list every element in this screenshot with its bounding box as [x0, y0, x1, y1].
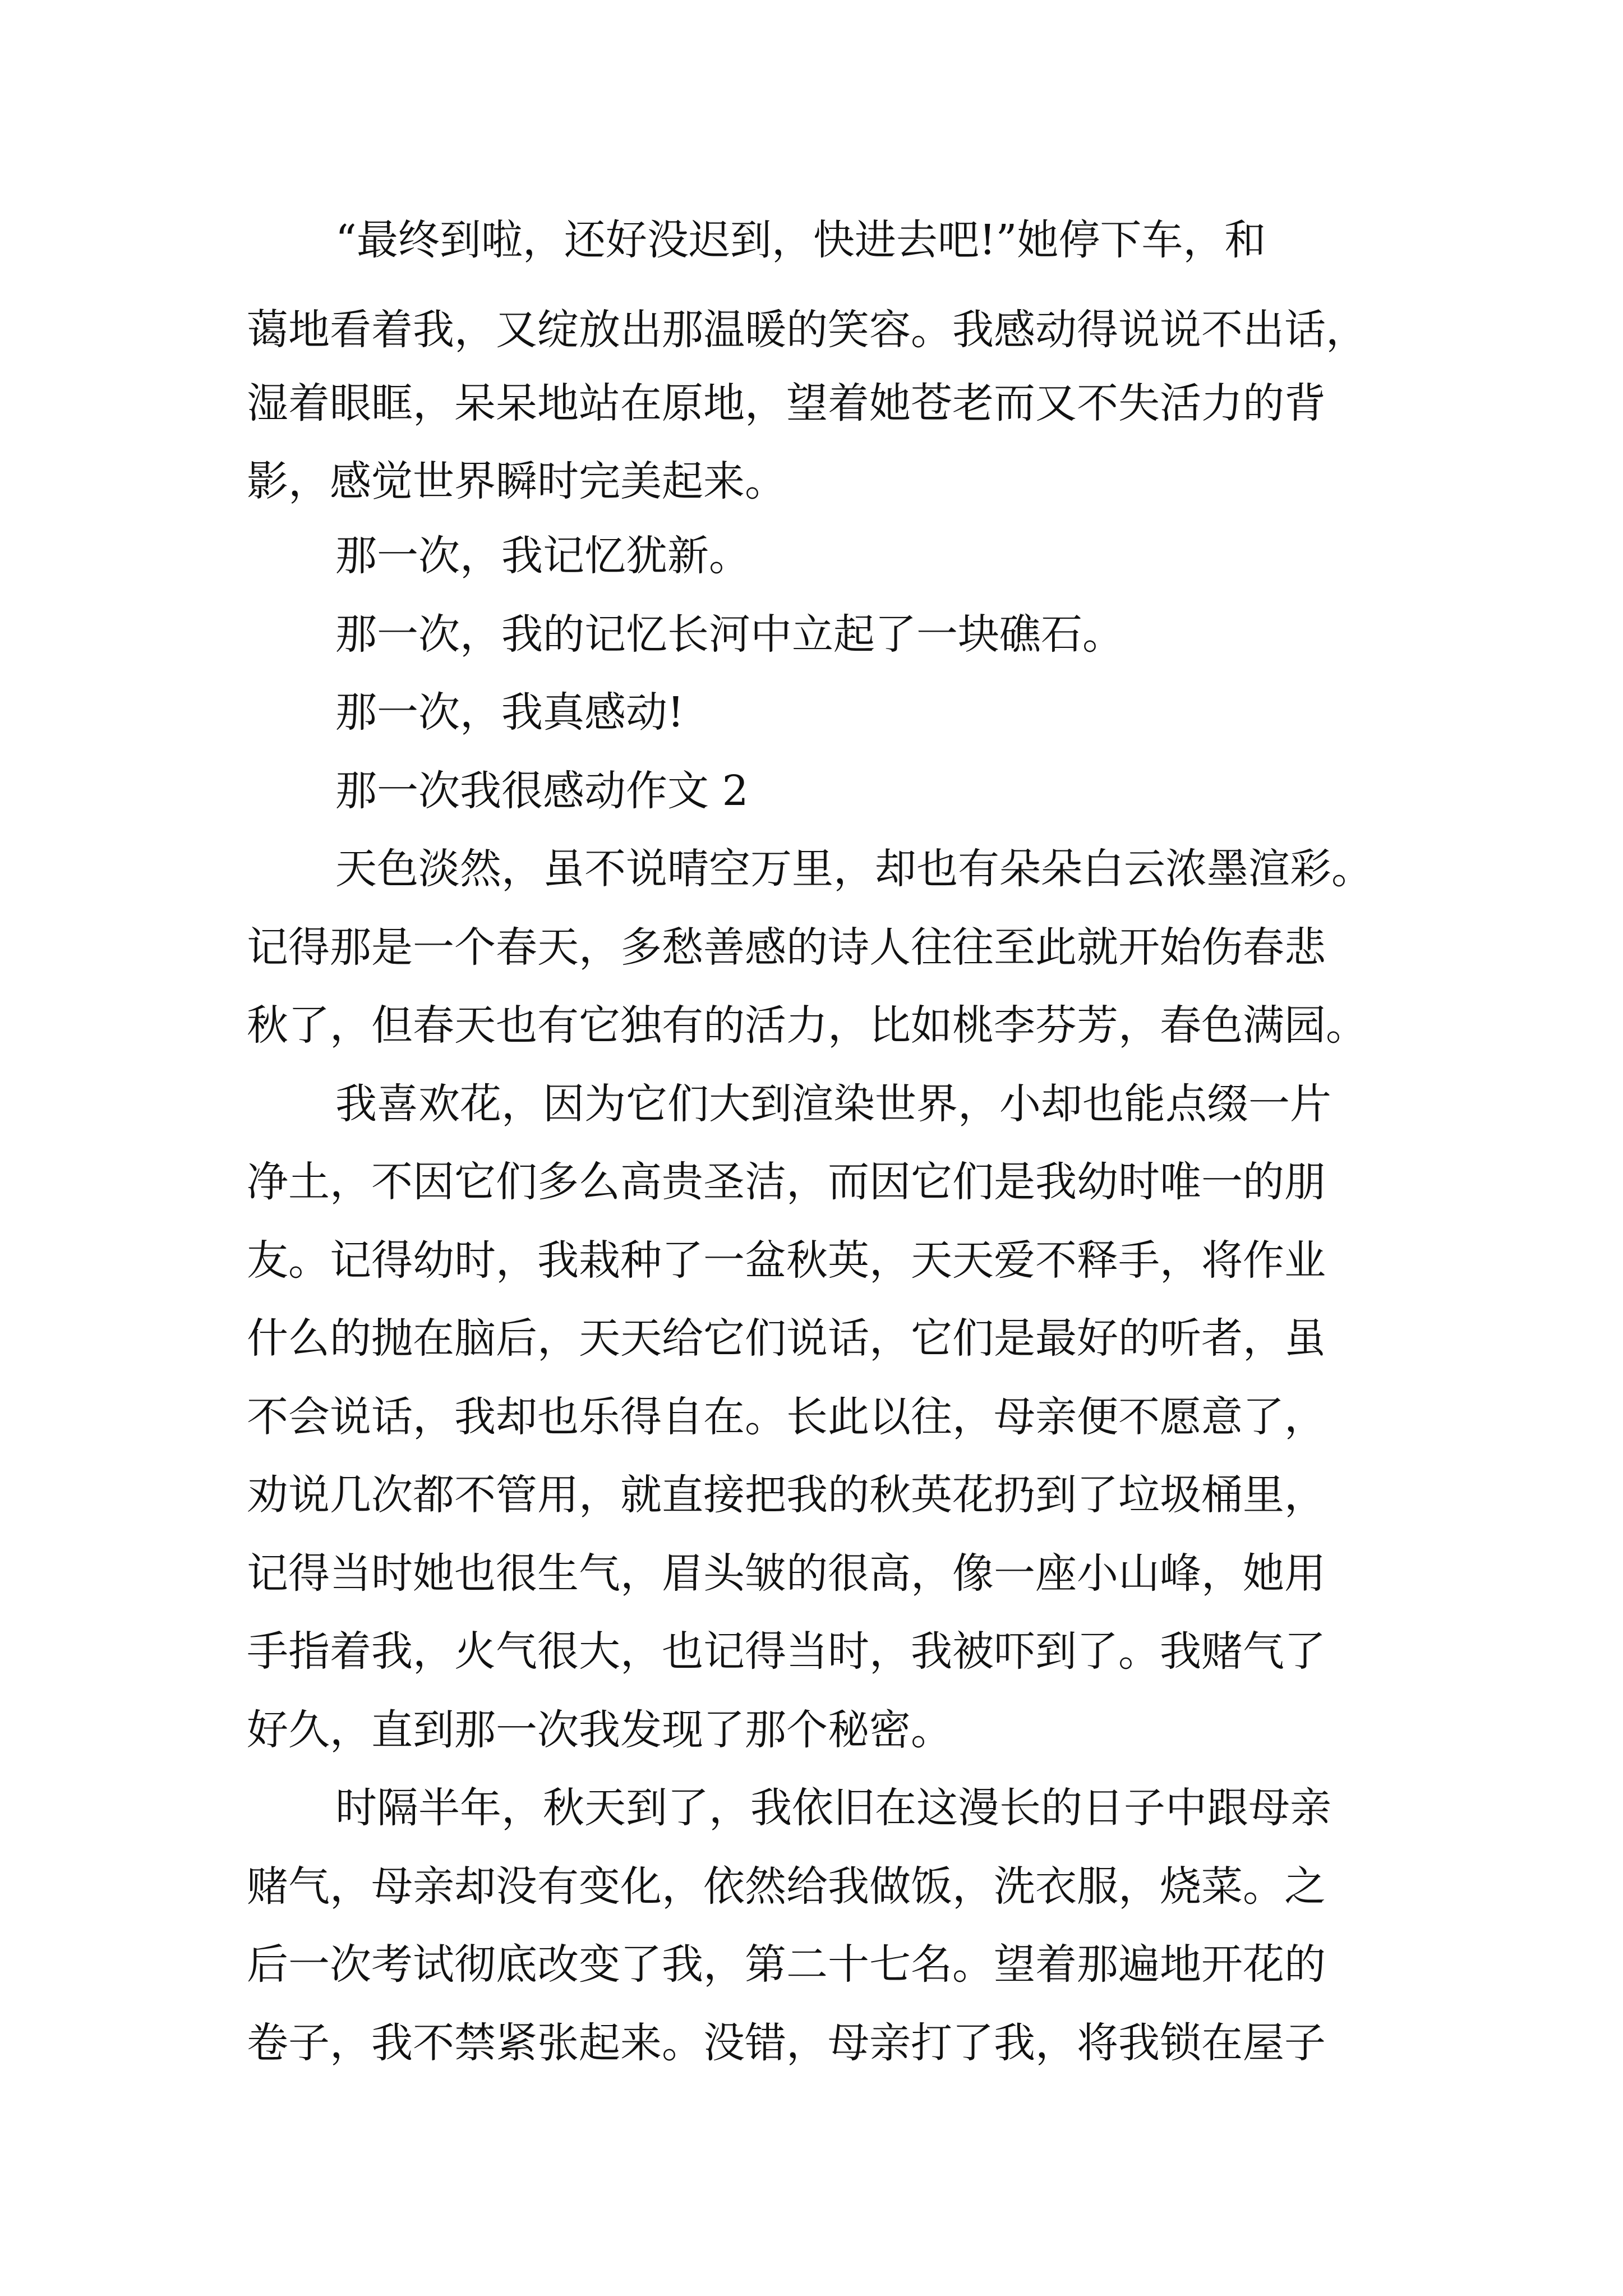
text-line: 卷子，我不禁紧张起来。没错，母亲打了我，将我锁在屋子 — [247, 2019, 1326, 2067]
text-line: 手指着我，火气很大，也记得当时，我被吓到了。我赌气了 — [247, 1627, 1326, 1676]
text-line: 不会说话，我却也乐得自在。长此以往，母亲便不愿意了， — [247, 1393, 1326, 1441]
text-line: 记得那是一个春天，多愁善感的诗人往往至此就开始伤春悲 — [247, 923, 1326, 972]
text-line: “最终到啦，还好没迟到，快进去吧!”她停下车，和 — [335, 216, 1266, 264]
text-line: 我喜欢花，因为它们大到渲染世界，小却也能点缀一片 — [335, 1080, 1331, 1128]
text-line: 天色淡然，虽不说晴空万里，却也有朵朵白云浓墨渲彩。 — [335, 845, 1373, 893]
text-line: 那一次，我真感动! — [335, 688, 684, 737]
text-line: 什么的抛在脑后，天天给它们说话，它们是最好的听者，虽 — [247, 1314, 1326, 1363]
text-line: 记得当时她也很生气，眉头皱的很高，像一座小山峰，她用 — [247, 1549, 1326, 1598]
text-line: 友。记得幼时，我栽种了一盆秋英，天天爱不释手，将作业 — [247, 1236, 1326, 1285]
text-line: 赌气，母亲却没有变化，依然给我做饭，洗衣服，烧菜。之 — [247, 1862, 1326, 1911]
text-line: 秋了，但春天也有它独有的活力，比如桃李芬芳，春色满园。 — [247, 1001, 1367, 1050]
text-line: 湿着眼眶，呆呆地站在原地，望着她苍老而又不失活力的背 — [247, 379, 1326, 427]
text-line: 后一次考试彻底改变了我，第二十七名。望着那遍地开花的 — [247, 1940, 1326, 1989]
text-line: 那一次我很感动作文 2 — [335, 767, 749, 815]
text-line: 净土，不因它们多么高贵圣洁，而因它们是我幼时唯一的朋 — [247, 1158, 1326, 1206]
text-line: 那一次，我记忆犹新。 — [335, 532, 750, 580]
text-line: 时隔半年，秋天到了，我依旧在这漫长的日子中跟母亲 — [335, 1784, 1331, 1832]
text-line: 那一次，我的记忆长河中立起了一块礁石。 — [335, 610, 1124, 659]
text-line: 好久，直到那一次我发现了那个秘密。 — [247, 1706, 952, 1754]
text-line: 蔼地看着我，又绽放出那温暖的笑容。我感动得说说不出话， — [247, 306, 1367, 354]
text-line: 劝说几次都不管用，就直接把我的秋英花扔到了垃圾桶里， — [247, 1471, 1326, 1519]
text-line: 影，感觉世界瞬时完美起来。 — [247, 457, 786, 505]
